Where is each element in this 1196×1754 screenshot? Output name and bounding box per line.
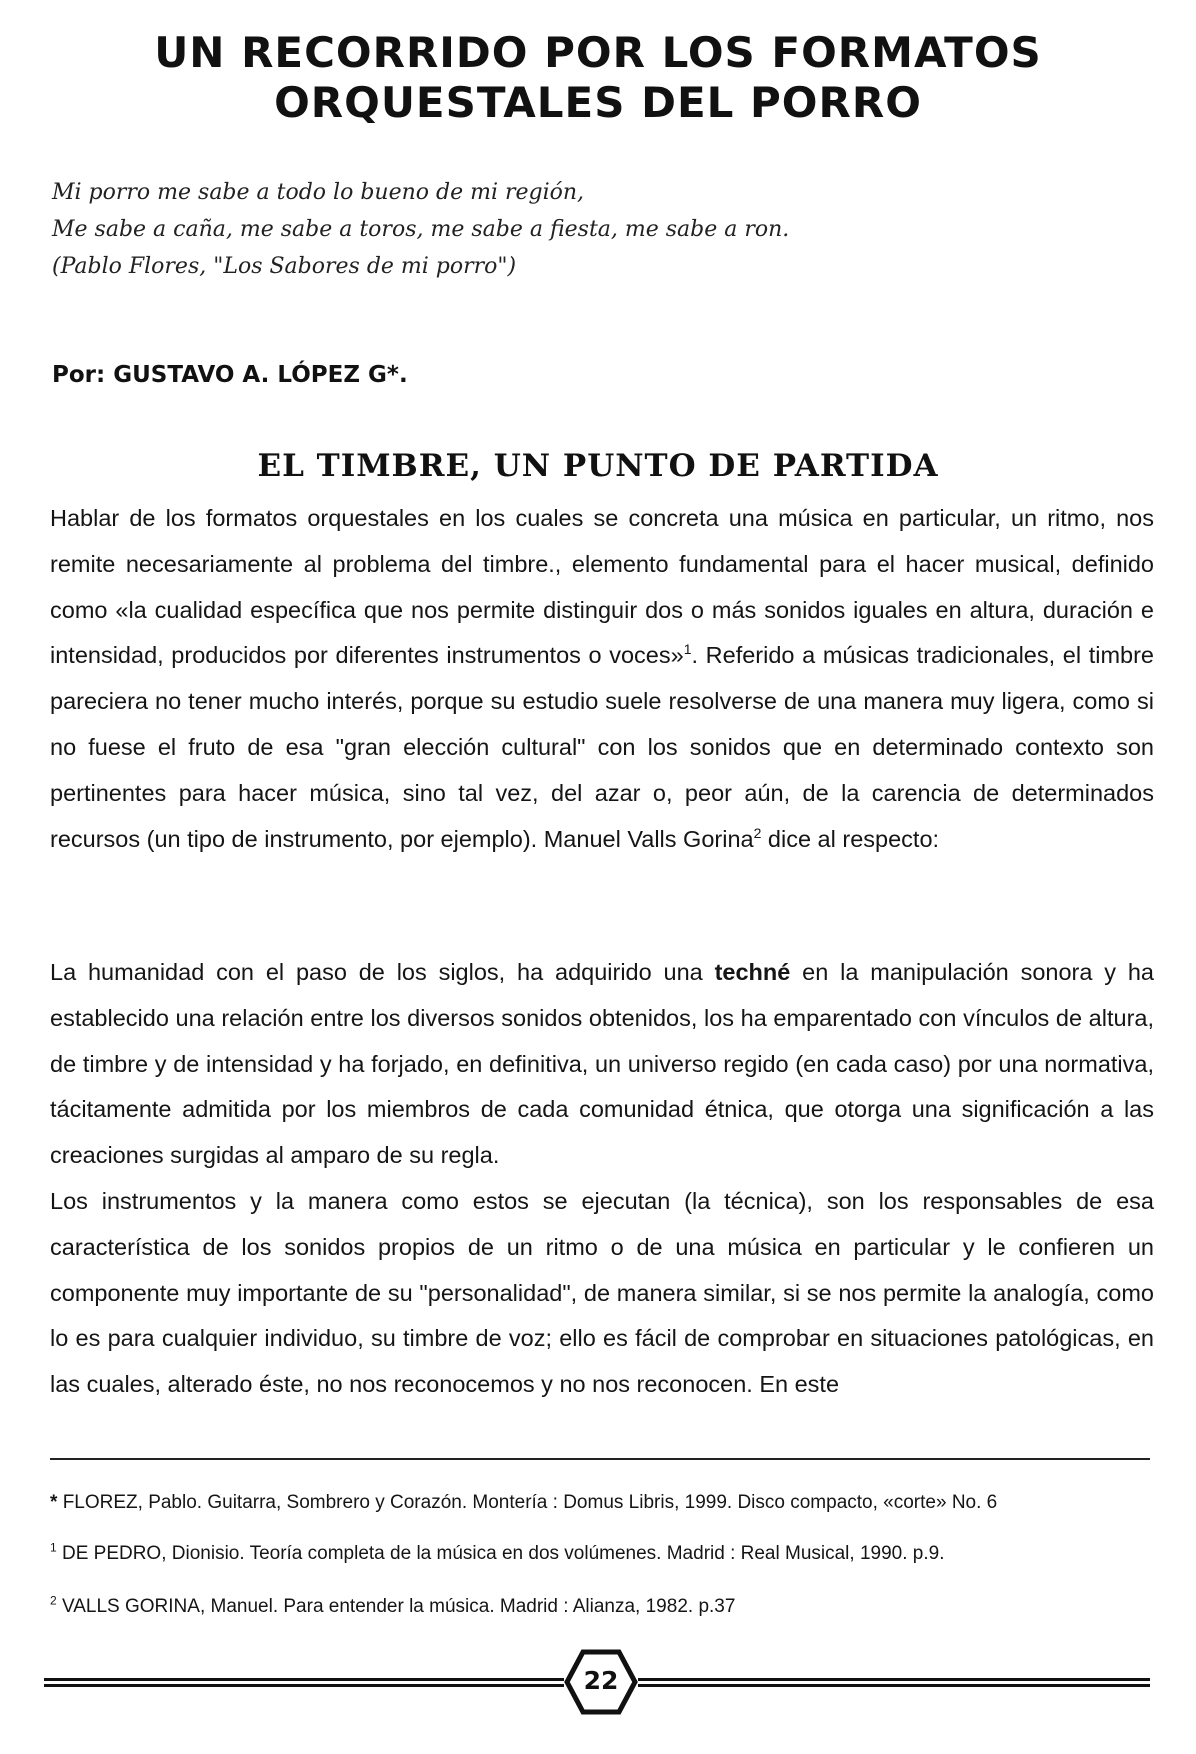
body-paragraph-1 — [50, 496, 1154, 862]
footnote-mark: 2 — [50, 1593, 57, 1608]
epigraph-line-2: Me sabe a caña, me sabe a toros, me sabe a fiesta, me sabe a ron. — [52, 217, 790, 242]
title-line-2: ORQUESTALES DEL PORRO — [274, 78, 922, 127]
footer-rule-left — [44, 1678, 564, 1687]
footnote-text: FLOREZ, Pablo. Guitarra, Sombrero y Corazón. Montería : Domus Libris, 1999. Disco compacto, «corte» No. 6 — [62, 1492, 998, 1513]
body-paragraph-2 — [50, 1179, 1154, 1408]
paragraph-text: Los instrumentos y la manera como estos se ejecutan (la técnica), son los responsables de esa característica de los sonidos propios de un ritmo o de una música en particular y le confieren un componente muy importante de su "personalidad", de manera similar, si se nos permite la analogía, como lo es para cualquier individuo, su timbre de voz; ello es fácil de comprobar en situaciones patológicas, en las cuales, alterado éste, no nos reconocemos y no nos reconocen. En este — [50, 1188, 1154, 1398]
footnote-mark: 1 — [50, 1540, 57, 1555]
paragraph-text: . Referido a músicas tradicionales, el timbre pareciera no tener mucho interés, porque su estudio suele resolverse de una manera muy ligera, como si no fuese el fruto de esa "gran elección cultural" con los sonidos que en determinado contexto son pertinentes para hacer música, sino tal vez, del azar o, peor aún, de la carencia de determinados recursos (un tipo de instrumento, por ejemplo). Manuel Valls Gorina — [50, 642, 1154, 852]
epigraph-attribution: (Pablo Flores, "Los Sabores de mi porro") — [52, 254, 517, 279]
author-byline: Por: GUSTAVO A. LÓPEZ G*. — [52, 362, 408, 388]
paragraph-text: dice al respecto: — [761, 825, 940, 852]
footnote-2 — [50, 1593, 1150, 1618]
epigraph-line-1: Mi porro me sabe a todo lo bueno de mi región, — [52, 180, 585, 205]
section-heading: EL TIMBRE, UN PUNTO DE PARTIDA — [257, 448, 939, 484]
paragraph-text: Hablar de los formatos orquestales en los cuales se concreta una música en particular, un ritmo, nos remite necesariamente al problema del timbre., elemento fundamental para el hacer musical, definido como «la cualidad específica que nos permite distinguir dos o más sonidos iguales en altura, duración e intensidad, producidos por diferentes instrumentos o voces» — [50, 505, 1154, 669]
epigraph — [52, 174, 952, 285]
footnote-ref-1[interactable]: 1 — [683, 641, 692, 658]
emphasized-term: techné — [714, 959, 791, 985]
title-line-1: UN RECORRIDO POR LOS FORMATOS — [154, 28, 1042, 77]
footnote-text: DE PEDRO, Dionisio. Teoría completa de la música en dos volúmenes. Madrid : Real Musical, 1990. p.9. — [61, 1543, 945, 1564]
footnote-ref-2[interactable]: 2 — [753, 824, 762, 841]
footnote-mark: * — [50, 1492, 58, 1513]
quote-text: La humanidad con el paso de los siglos, ha adquirido una — [50, 959, 715, 985]
footnote-1 — [50, 1540, 1150, 1565]
article-title — [0, 28, 1196, 128]
block-quote — [50, 950, 1154, 1179]
footnote-divider — [50, 1458, 1150, 1460]
footer-rule-right — [638, 1678, 1150, 1687]
footnote-text: VALLS GORINA, Manuel. Para entender la música. Madrid : Alianza, 1982. p.37 — [61, 1596, 736, 1617]
quote-text: en la manipulación sonora y ha establecido una relación entre los diversos sonidos obtenidos, los ha emparentado con vínculos de altura, de timbre y de intensidad y ha forjado, en definitiva, un universo regido (en cada caso) por una normativa, tácitamente admitida por los miembros de cada comunidad étnica, que otorga una significación a las creaciones surgidas al amparo de su regla. — [50, 959, 1154, 1169]
page-number: 22 — [583, 1666, 619, 1695]
footnote-author — [50, 1492, 1150, 1514]
